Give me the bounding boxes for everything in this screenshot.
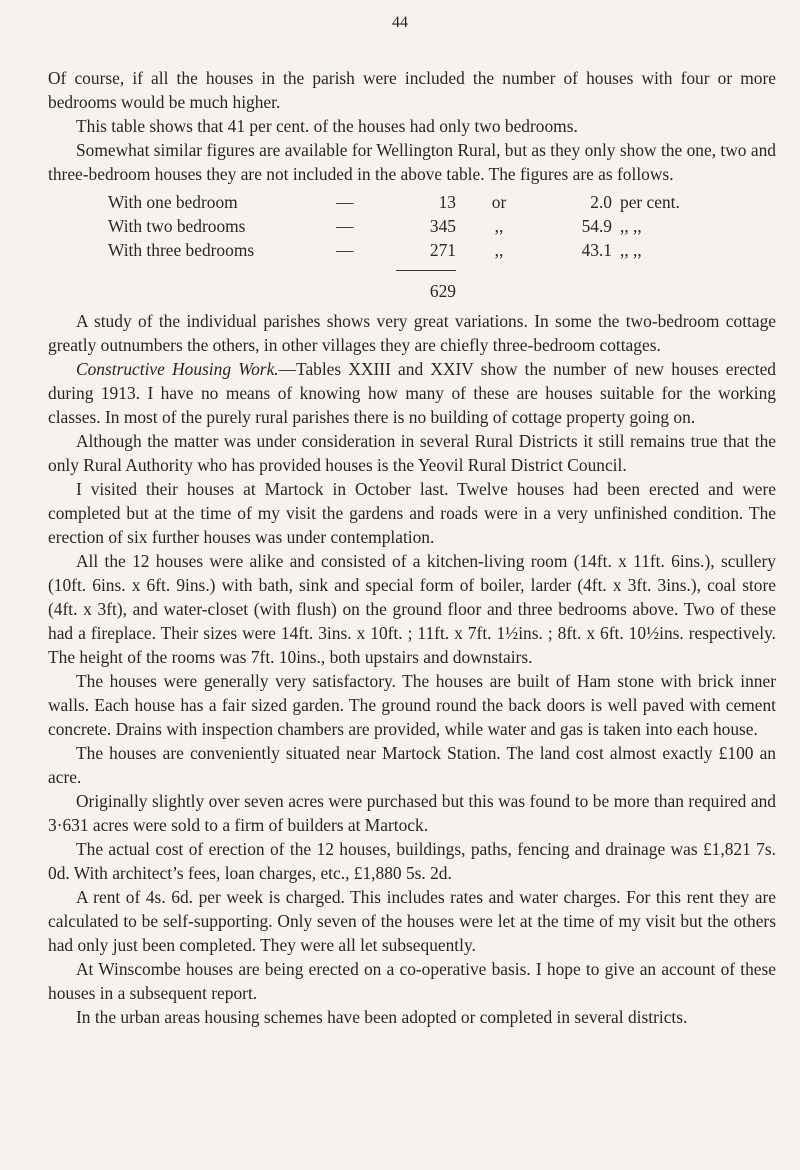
row-separator: ,, (494, 240, 504, 260)
row-unit: per cent. (620, 192, 680, 212)
row-separator: ,, (494, 216, 504, 236)
table-total-row (108, 270, 776, 303)
table-row (108, 190, 776, 214)
intro-paragraph-2: This table shows that 41 per cent. of the houses had only two bedrooms. (76, 116, 578, 136)
row-separator: or (491, 192, 507, 212)
intro-paragraph-1: Of course, if all the houses in the parish were included the number of houses with four or more bedrooms would be much higher. (48, 68, 776, 112)
paragraph-land: Originally slightly over seven acres were purchased but this was found to be more than required and 3·631 acres were sold to a firm of builders at Martock. (48, 791, 776, 835)
row-dash: — (336, 216, 354, 236)
paragraph-rent: A rent of 4s. 6d. per week is charged. This includes rates and water charges. For this rent they are calculated to be self-supporting. Only seven of the houses were let at the time of my visit but the others had only just been completed. They were all let subsequently. (48, 887, 776, 955)
variations-paragraph: A study of the individual parishes shows very great variations. In some the two-bedroom cottage greatly outnumbers the others, in other villages they are chiefly three-bedroom cottages. (48, 311, 776, 355)
row-unit: ,, ,, (620, 216, 642, 236)
table-row (108, 214, 776, 238)
row-percent: 2.0 (590, 192, 612, 212)
row-label: With one bedroom (108, 192, 238, 212)
row-dash: — (336, 192, 354, 212)
paragraph-winscombe: At Winscombe houses are being erected on a co-operative basis. I hope to give an account of these houses in a subsequent report. (48, 959, 776, 1003)
row-label: With three bedrooms (108, 240, 255, 260)
page-number: 44 (392, 14, 408, 31)
row-count: 345 (429, 216, 456, 236)
bedroom-table (108, 190, 776, 303)
constructive-paragraph (48, 357, 776, 429)
paragraph-martock-visit: I visited their houses at Martock in October last. Twelve houses had been erected and were completed but at the time of my visit the gardens and roads were in a very unfinished condition. The erection of six further houses was under contemplation. (48, 479, 776, 547)
row-label: With two bedrooms (108, 216, 246, 236)
row-percent: 43.1 (581, 240, 612, 260)
body-text (48, 66, 776, 1029)
constructive-text: —Tables XXIII and XXIV show the number of new houses erected during 1913. I have no means of knowing how many of these are houses suitable for the working classes. In most of the purely rural parishes there is no building of cottage property going on. (48, 359, 776, 427)
paragraph-urban-areas: In the urban areas housing schemes have been adopted or completed in several districts. (76, 1007, 688, 1027)
row-count: 13 (438, 192, 456, 212)
row-count: 271 (429, 240, 456, 260)
intro-paragraph-3: Somewhat similar figures are available for Wellington Rural, but as they only show the one, two and three-bedroom houses they are not included in the above table. The figures are as follows. (48, 140, 776, 184)
constructive-heading: Constructive Housing Work. (76, 359, 279, 379)
table-row (108, 238, 776, 262)
paragraph-cost: The actual cost of erection of the 12 houses, buildings, paths, fencing and drainage was £1,821 7s. 0d. With architect’s fees, loan charges, etc., £1,880 5s. 2d. (48, 839, 776, 883)
row-unit: ,, ,, (620, 240, 642, 260)
table-total: 629 (396, 270, 456, 303)
row-percent: 54.9 (581, 216, 612, 236)
paragraph-house-rooms: All the 12 houses were alike and consisted of a kitchen-living room (14ft. x 11ft. 6ins.), scullery (10ft. 6ins. x 6ft. 9ins.) with bath, sink and special form of boiler, larder (4ft. x 3ft. 3ins.), coal store (4ft. x 3ft), and water-closet (with flush) on the ground floor and three bedrooms above. Two of these had a fireplace. Their sizes were 14ft. 3ins. x 10ft. ; 11ft. x 7ft. 1½ins. ; 8ft. x 6ft. 10½ins. respectively. The height of the rooms was 7ft. 10ins., both upstairs and downstairs. (48, 551, 776, 667)
row-dash: — (336, 240, 354, 260)
paragraph-construction: The houses were generally very satisfactory. The houses are built of Ham stone with brick inner walls. Each house has a fair sized garden. The ground round the back doors is well paved with cement concrete. Drains with inspection chambers are provided, while water and gas is taken into each house. (48, 671, 776, 739)
paragraph-rural-authority: Although the matter was under consideration in several Rural Districts it still remains true that the only Rural Authority who has provided houses is the Yeovil Rural District Council. (48, 431, 776, 475)
paragraph-location: The houses are conveniently situated near Martock Station. The land cost almost exactly £100 an acre. (48, 743, 776, 787)
